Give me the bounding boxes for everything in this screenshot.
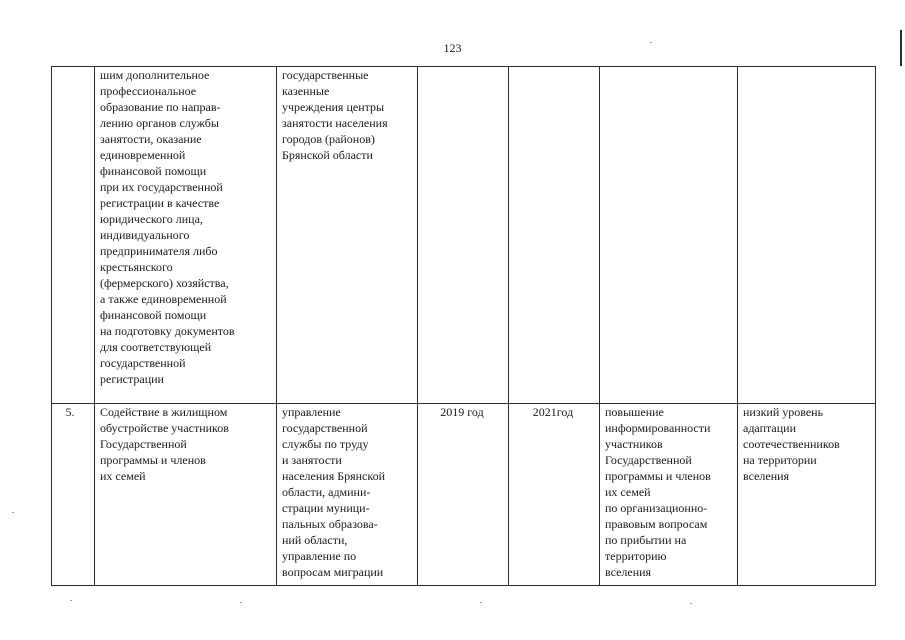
cell-number [52,67,95,404]
scan-speck [240,602,242,603]
cell-expected-result: повышение информированности участников Государственной программы и членов их семей по организационно- правовым вопросам по прибытии на территорию вселения [600,404,738,586]
scan-speck [650,42,652,43]
page-number: 123 [443,41,462,55]
cell-executor: управление государственной службы по труду и занятости населения Брянской области, админи- страции муници- пальных образова- ний области, управление по вопросам миграции [277,404,418,586]
cell-event: Содействие в жилищном обустройстве участников Государственной программы и членов их семей [95,404,277,586]
cell-start-year: 2019 год [418,404,509,586]
scan-speck [12,512,14,513]
cell-risk [738,67,876,404]
scan-speck [690,603,692,604]
table-row [52,67,876,404]
cell-end-year: 2021год [509,404,600,586]
cell-executor: государственные казенные учреждения центры занятости населения городов (районов) Брянской области [277,67,418,404]
scan-speck [480,602,482,603]
program-table [51,66,876,586]
table-row [52,404,876,586]
cell-expected-result [600,67,738,404]
scan-edge-mark [900,30,902,66]
cell-number: 5. [52,404,95,586]
cell-risk: низкий уровень адаптации соотечественников на территории вселения [738,404,876,586]
cell-event: шим дополнительное профессиональное образование по направ- лению органов службы занятости, оказание единовременной финансовой помощи при их государственной регистрации в качестве юридического лица, индивидуального предпринимателя либо крестьянского (фермерского) хозяйства, а также единовременной финансовой помощи на подготовку документов для соответствующей государственной регистрации [95,67,277,404]
cell-end-year [509,67,600,404]
cell-start-year [418,67,509,404]
scan-speck [70,600,72,601]
